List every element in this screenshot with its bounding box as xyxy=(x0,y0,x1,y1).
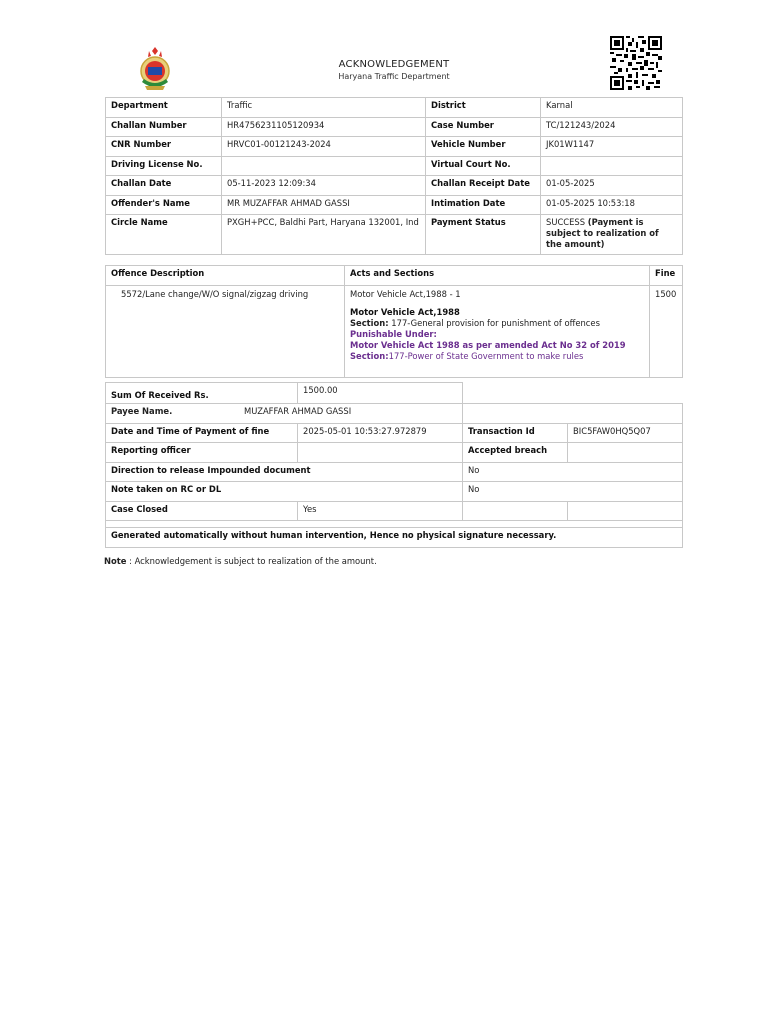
table-row xyxy=(106,521,683,528)
section2-label: Section: xyxy=(350,351,389,361)
page-subtitle: Haryana Traffic Department xyxy=(338,72,450,81)
cnr-number-value: HRVC01-00121243-2024 xyxy=(222,137,426,157)
release-document-label: Direction to release Impounded document xyxy=(106,462,463,482)
act-name: Motor Vehicle Act,1988 xyxy=(350,307,460,317)
section-line xyxy=(350,318,644,329)
auto-generated-note: Generated automatically without human intervention, Hence no physical signature necessary. xyxy=(106,528,683,548)
section-label: Section: xyxy=(350,318,389,328)
department-value: Traffic xyxy=(222,98,426,118)
payee-value: MUZAFFAR AHMAD GASSI xyxy=(244,406,352,416)
offence-description-text: 5572/Lane change/W/O signal/zigzag driving xyxy=(121,289,309,299)
challan-date-value: 05-11-2023 12:09:34 xyxy=(222,176,426,196)
circle-name-value: PXGH+PCC, Baldhi Part, Haryana 132001, Ind xyxy=(222,215,426,255)
reporting-officer-label: Reporting officer xyxy=(106,443,298,463)
payment-datetime-value: 2025-05-01 10:53:27.972879 xyxy=(298,423,463,443)
offence-description-header: Offence Description xyxy=(106,266,345,286)
intimation-date-label: Intimation Date xyxy=(426,195,541,215)
table-header-row xyxy=(106,266,683,286)
payment-status-label: Payment Status xyxy=(426,215,541,255)
table-row xyxy=(106,443,683,463)
acts-sections-value xyxy=(345,286,650,378)
table-row xyxy=(106,156,683,176)
challan-receipt-date-value: 01-05-2025 xyxy=(541,176,683,196)
table-row xyxy=(106,482,683,502)
table-row xyxy=(106,117,683,137)
table-row xyxy=(106,404,683,424)
spacer-cell xyxy=(106,521,683,528)
punishable-under-label: Punishable Under: xyxy=(350,329,437,339)
table-row xyxy=(106,423,683,443)
challan-number-value: HR4756231105120934 xyxy=(222,117,426,137)
table-row xyxy=(106,383,683,404)
table-row xyxy=(106,98,683,118)
empty-cell xyxy=(463,404,683,424)
challan-number-label: Challan Number xyxy=(106,117,222,137)
driving-license-value xyxy=(222,156,426,176)
section-text: 177-General provision for punishment of offences xyxy=(391,318,600,328)
empty-cell xyxy=(463,383,683,404)
table-row xyxy=(106,137,683,157)
transaction-id-label: Transaction Id xyxy=(463,423,568,443)
table-row xyxy=(106,528,683,548)
accepted-breach-label: Accepted breach xyxy=(463,443,568,463)
offence-table xyxy=(105,265,683,378)
reporting-officer-value xyxy=(298,443,463,463)
haryana-police-logo xyxy=(136,46,174,94)
table-row xyxy=(106,462,683,482)
sum-received-value: 1500.00 xyxy=(298,383,463,404)
case-number-value: TC/121243/2024 xyxy=(541,117,683,137)
case-number-label: Case Number xyxy=(426,117,541,137)
table-row xyxy=(106,176,683,196)
payment-status-note: (Payment is subject to realization of the amount) xyxy=(546,217,659,249)
acts-sections-header: Acts and Sections xyxy=(345,266,650,286)
transaction-id-value: BIC5FAW0HQ5Q07 xyxy=(568,423,683,443)
driving-license-label: Driving License No. xyxy=(106,156,222,176)
virtual-court-label: Virtual Court No. xyxy=(426,156,541,176)
cnr-number-label: CNR Number xyxy=(106,137,222,157)
vehicle-number-label: Vehicle Number xyxy=(426,137,541,157)
offender-name-label: Offender's Name xyxy=(106,195,222,215)
note-label: Note xyxy=(104,556,127,566)
table-row xyxy=(106,195,683,215)
payment-datetime-label: Date and Time of Payment of fine xyxy=(106,423,298,443)
empty-cell xyxy=(568,501,683,521)
note-rc-value: No xyxy=(463,482,683,502)
offender-name-value: MR MUZAFFAR AHMAD GASSI xyxy=(222,195,426,215)
accepted-breach-value xyxy=(568,443,683,463)
payment-status-text: SUCCESS xyxy=(546,217,586,227)
page-title: ACKNOWLEDGEMENT xyxy=(338,59,450,70)
fine-value: 1500 xyxy=(650,286,683,378)
challan-receipt-date-label: Challan Receipt Date xyxy=(426,176,541,196)
table-row xyxy=(106,286,683,378)
payment-status-value xyxy=(541,215,683,255)
act-line: Motor Vehicle Act,1988 - 1 xyxy=(350,289,461,299)
intimation-date-value: 01-05-2025 10:53:18 xyxy=(541,195,683,215)
virtual-court-value xyxy=(541,156,683,176)
case-closed-value: Yes xyxy=(298,501,463,521)
circle-name-label: Circle Name xyxy=(106,215,222,255)
empty-cell xyxy=(463,501,568,521)
footer-note xyxy=(104,556,377,566)
sum-received-label: Sum Of Received Rs. xyxy=(106,383,298,404)
section2-text: 177-Power of State Government to make rules xyxy=(388,351,584,361)
note-text: : Acknowledgement is subject to realization of the amount. xyxy=(126,556,377,566)
department-label: Department xyxy=(106,98,222,118)
punishable-act: Motor Vehicle Act 1988 as per amended Act No 32 of 2019 xyxy=(350,340,626,350)
section2-line xyxy=(350,351,644,362)
offence-description-value xyxy=(106,286,345,378)
table-row xyxy=(106,215,683,255)
payment-table xyxy=(105,382,683,548)
fine-header: Fine xyxy=(650,266,683,286)
release-document-value: No xyxy=(463,462,683,482)
district-label: District xyxy=(426,98,541,118)
district-value: Karnal xyxy=(541,98,683,118)
challan-details-table xyxy=(105,97,683,255)
table-row xyxy=(106,501,683,521)
payee-cell xyxy=(106,404,463,424)
vehicle-number-value: JK01W1147 xyxy=(541,137,683,157)
note-rc-label: Note taken on RC or DL xyxy=(106,482,463,502)
case-closed-label: Case Closed xyxy=(106,501,298,521)
payee-label: Payee Name. xyxy=(111,406,173,416)
challan-date-label: Challan Date xyxy=(106,176,222,196)
